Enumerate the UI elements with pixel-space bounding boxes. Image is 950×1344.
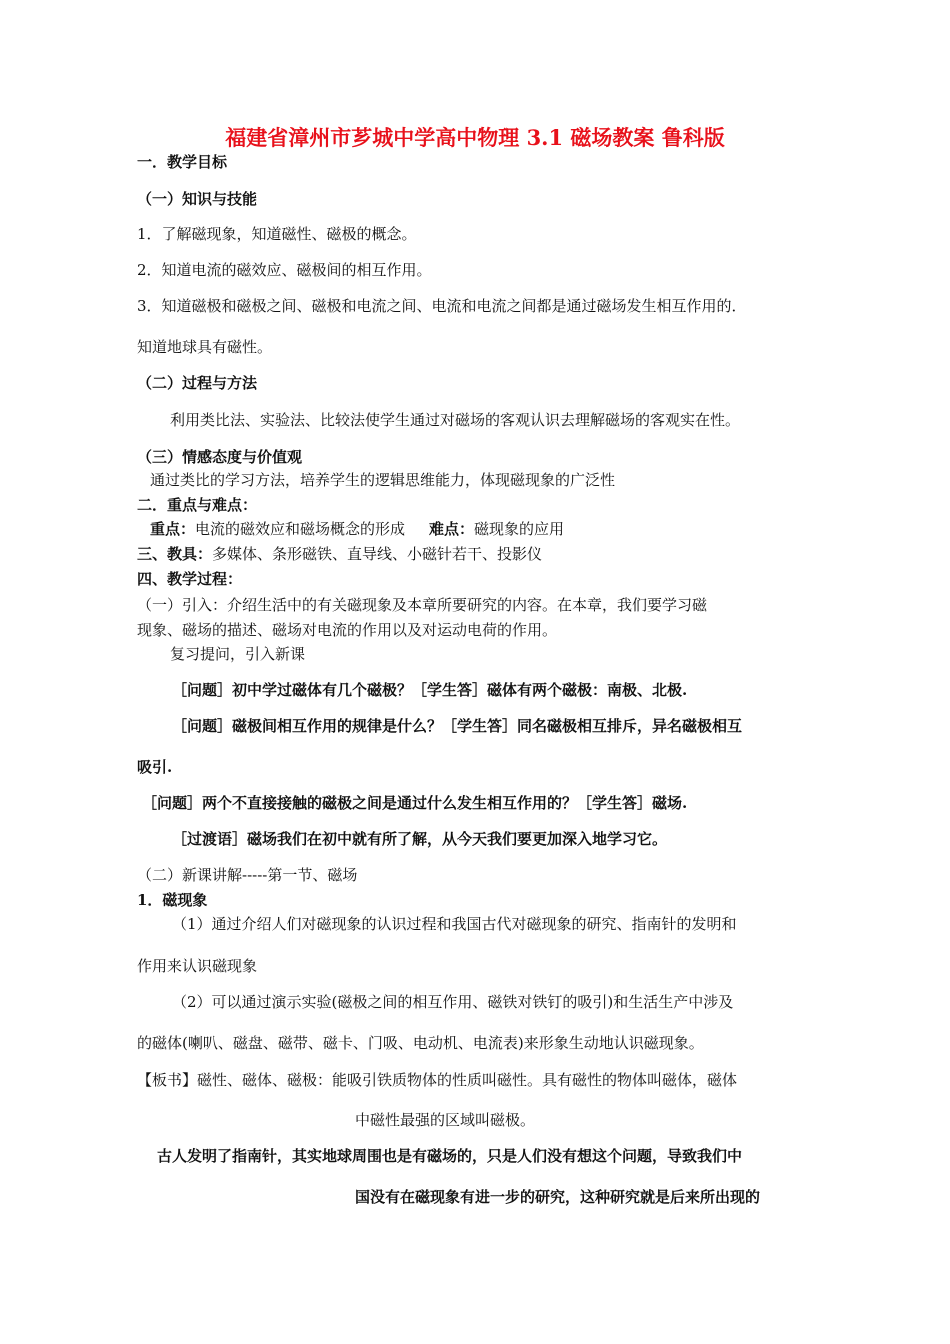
document-title: 福建省漳州市芗城中学高中物理 3.1 磁场教案 鲁科版 [225,125,725,150]
board-note: 【板书】磁性、磁体、磁极：能吸引铁质物体的性质叫磁性。具有磁性的物体叫磁体，磁体 [137,1071,738,1089]
teaching-aids-label: 三、教具： [137,545,213,563]
subsection-process-methods: （二）过程与方法 [137,374,258,392]
question-2-continued: 吸引. [137,758,173,776]
difficult-point-text: 磁现象的应用 [474,520,565,538]
objective-3-continued: 知道地球具有磁性。 [137,338,273,356]
key-difficult-line [150,519,564,539]
section-key-difficult-heading: 二．重点与难点： [137,496,258,514]
teaching-aids-line [137,544,542,564]
new-lesson-heading: （二）新课讲解-----第一节、磁场 [137,866,358,884]
section-objectives-heading: 一．教学目标 [137,153,228,171]
question-2: ［问题］磁极间相互作用的规律是什么？［学生答］同名磁极相互排斥，异名磁极相互 [172,717,743,735]
question-3: ［问题］两个不直接接触的磁极之间是通过什么发生相互作用的？［学生答］磁场. [142,794,688,812]
objective-1: 1．了解磁现象，知道磁性、磁极的概念。 [137,225,417,243]
topic-magnetic-phenomena: 1．磁现象 [137,891,208,909]
review-text: 复习提问，引入新课 [170,645,306,663]
closing-paragraph-continued: 国没有在磁现象有进一步的研究，这种研究就是后来所出现的 [355,1188,761,1206]
subsection-knowledge-skills: （一）知识与技能 [137,190,258,208]
teaching-aids-text: 多媒体、条形磁铁、直导线、小磁针若干、投影仪 [212,545,543,563]
phenomena-point-1-continued: 作用来认识磁现象 [137,957,258,975]
subsection-attitude-values: （三）情感态度与价值观 [137,448,303,466]
key-point-text: 电流的磁效应和磁场概念的形成 [195,520,406,538]
phenomena-point-1: （1）通过介绍人们对磁现象的认识过程和我国古代对磁现象的研究、指南针的发明和 [172,915,737,933]
question-1: ［问题］初中学过磁体有几个磁极？［学生答］磁体有两个磁极：南极、北极. [172,681,688,699]
section-process-heading: 四、教学过程： [137,570,243,588]
intro-line-2: 现象、磁场的描述、磁场对电流的作用以及对运动电荷的作用。 [137,621,558,639]
process-methods-text: 利用类比法、实验法、比较法使学生通过对磁场的客观认识去理解磁场的客观实在性。 [170,411,741,429]
objective-2: 2．知道电流的磁效应、磁极间的相互作用。 [137,261,432,279]
objective-3: 3．知道磁极和磁极之间、磁极和电流之间、电流和电流之间都是通过磁场发生相互作用的． [137,297,747,315]
key-point-label: 重点： [150,520,196,538]
transition-text: ［过渡语］磁场我们在初中就有所了解，从今天我们要更加深入地学习它。 [172,830,668,848]
attitude-values-text: 通过类比的学习方法，培养学生的逻辑思维能力，体现磁现象的广泛性 [150,471,616,489]
intro-line-1: （一）引入：介绍生活中的有关磁现象及本章所要研究的内容。在本章，我们要学习磁 [137,596,708,614]
phenomena-point-2-continued: 的磁体(喇叭、磁盘、磁带、磁卡、门吸、电动机、电流表)来形象生动地认识磁现象。 [137,1034,704,1052]
board-note-continued: 中磁性最强的区域叫磁极。 [355,1111,536,1129]
phenomena-point-2: （2）可以通过演示实验(磁极之间的相互作用、磁铁对铁钉的吸引)和生活生产中涉及 [172,993,734,1011]
closing-paragraph: 古人发明了指南针，其实地球周围也是有磁场的，只是人们没有想这个问题，导致我们中 [157,1147,743,1165]
difficult-point-label: 难点： [429,520,475,538]
